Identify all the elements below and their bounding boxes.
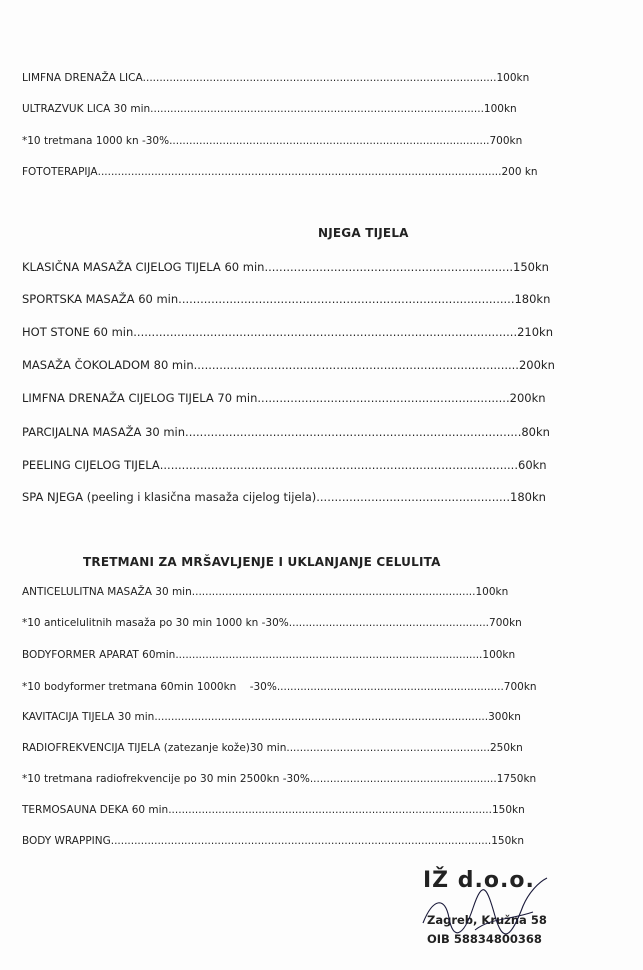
item-label: *10 bodyformer tretmana 60min 1000kn -30%: [22, 681, 277, 693]
list-item: [22, 101, 521, 117]
stamp-address: Zagreb, Kružna 58: [427, 913, 547, 927]
leader-dots: .....................................................................................: [191, 586, 476, 598]
item-label: ULTRAZVUK LICA 30 min: [22, 103, 151, 115]
list-item: [22, 133, 527, 149]
leader-dots: ................................................................................................: [169, 135, 490, 147]
leader-dots: ....................................................................................................: [150, 103, 484, 115]
leader-dots: ..........................................................................................................: [142, 72, 497, 84]
leader-dots: ....................................................................: [264, 260, 514, 274]
list-item: [22, 357, 557, 373]
company-stamp: [415, 868, 565, 958]
list-item: [22, 771, 539, 787]
item-label: KLASIČNA MASAŽA CIJELOG TIJELA 60 min: [22, 260, 265, 274]
list-item: [22, 647, 521, 663]
leader-dots: ............................................................................................: [178, 292, 515, 306]
item-label: BODYFORMER APARAT 60min: [22, 649, 176, 661]
item-price: 100kn: [482, 649, 516, 661]
leader-dots: ..................................................................................................................: [110, 835, 492, 847]
leader-dots: ....................................................................: [276, 681, 504, 693]
signature-image: [415, 868, 565, 958]
list-item: [22, 390, 549, 406]
list-item: [22, 324, 556, 340]
list-item: [22, 802, 528, 818]
leader-dots: .........................................................................................: [193, 358, 519, 372]
leader-dots: ............................................................................................: [185, 425, 522, 439]
leader-dots: ..................................................................................................: [159, 458, 518, 472]
item-price: 1750kn: [496, 773, 537, 785]
list-item: [22, 615, 527, 631]
item-price: 250kn: [489, 742, 523, 754]
item-price: 700kn: [489, 135, 523, 147]
leader-dots: ............................................................................................: [175, 649, 483, 661]
item-price: 80kn: [521, 425, 550, 439]
item-price: 700kn: [489, 617, 522, 629]
list-item: [22, 457, 552, 473]
item-price: 200 kn: [501, 166, 538, 178]
list-item: [22, 70, 533, 86]
item-price: 200kn: [509, 391, 546, 405]
section-heading-slimming: TRETMANI ZA MRŠAVLJENJE I UKLANJANJE CELULITA: [83, 555, 441, 569]
list-item: [22, 164, 542, 180]
item-price: 60kn: [518, 458, 547, 472]
item-label: *10 tretmana 1000 kn -30%: [22, 135, 170, 147]
list-item: [22, 833, 528, 849]
item-label: *10 anticelulitnih masaža po 30 min 1000 kn -30%: [22, 617, 289, 629]
item-price: 180kn: [510, 490, 546, 504]
leader-dots: .........................................................................................................: [133, 325, 518, 339]
list-item: [22, 740, 528, 756]
item-label: MASAŽA ČOKOLADOM 80 min: [22, 358, 194, 372]
leader-dots: .................................................................................................: [168, 804, 492, 816]
item-label: SPA NJEGA (peeling i klasična masaža cijelog tijela): [22, 490, 317, 504]
item-price: 150kn: [513, 260, 549, 274]
leader-dots: .............................................................: [286, 742, 490, 754]
item-price: 300kn: [488, 711, 521, 723]
list-item: [22, 259, 553, 275]
item-label: BODY WRAPPING: [22, 835, 111, 847]
item-price: 150kn: [491, 835, 525, 847]
item-label: LIMFNA DRENAŽA LICA: [22, 72, 143, 84]
leader-dots: ....................................................................................................: [154, 711, 489, 723]
list-item: [22, 424, 553, 440]
item-price: 200kn: [518, 358, 555, 372]
list-item: [22, 584, 513, 600]
item-label: KAVITACIJA TIJELA 30 min: [22, 711, 155, 723]
leader-dots: .....................................................: [316, 490, 510, 504]
item-label: PARCIJALNA MASAŽA 30 min: [22, 425, 186, 439]
stamp-company-name: IŽ d.o.o.: [423, 868, 535, 893]
item-label: HOT STONE 60 min: [22, 325, 134, 339]
leader-dots: ........................................................: [309, 773, 497, 785]
leader-dots: .....................................................................: [257, 391, 510, 405]
list-item: [22, 489, 548, 505]
item-label: TERMOSAUNA DEKA 60 min: [22, 804, 169, 816]
leader-dots: ............................................................: [288, 617, 490, 629]
item-label: FOTOTERAPIJA: [22, 166, 98, 178]
list-item: [22, 679, 540, 695]
stamp-oib: OIB 58834800368: [427, 932, 542, 946]
item-label: LIMFNA DRENAŽA CIJELOG TIJELA 70 min: [22, 391, 258, 405]
item-label: PEELING CIJELOG TIJELA: [22, 458, 160, 472]
item-price: 210kn: [517, 325, 554, 339]
item-price: 180kn: [514, 292, 551, 306]
leader-dots: .........................................................................................................................: [97, 166, 502, 178]
item-price: 700kn: [503, 681, 537, 693]
item-price: 100kn: [496, 72, 530, 84]
item-label: ANTICELULITNA MASAŽA 30 min: [22, 586, 192, 598]
item-price: 150kn: [491, 804, 525, 816]
item-label: SPORTSKA MASAŽA 60 min: [22, 292, 179, 306]
item-price: 100kn: [475, 586, 509, 598]
section-heading-body-care: NJEGA TIJELA: [318, 226, 409, 240]
list-item: [22, 709, 525, 725]
item-price: 100kn: [483, 103, 517, 115]
item-label: RADIOFREKVENCIJA TIJELA (zatezanje kože)30 min: [22, 742, 287, 754]
item-label: *10 tretmana radiofrekvencije po 30 min 2500kn -30%: [22, 773, 310, 785]
list-item: [22, 291, 555, 307]
